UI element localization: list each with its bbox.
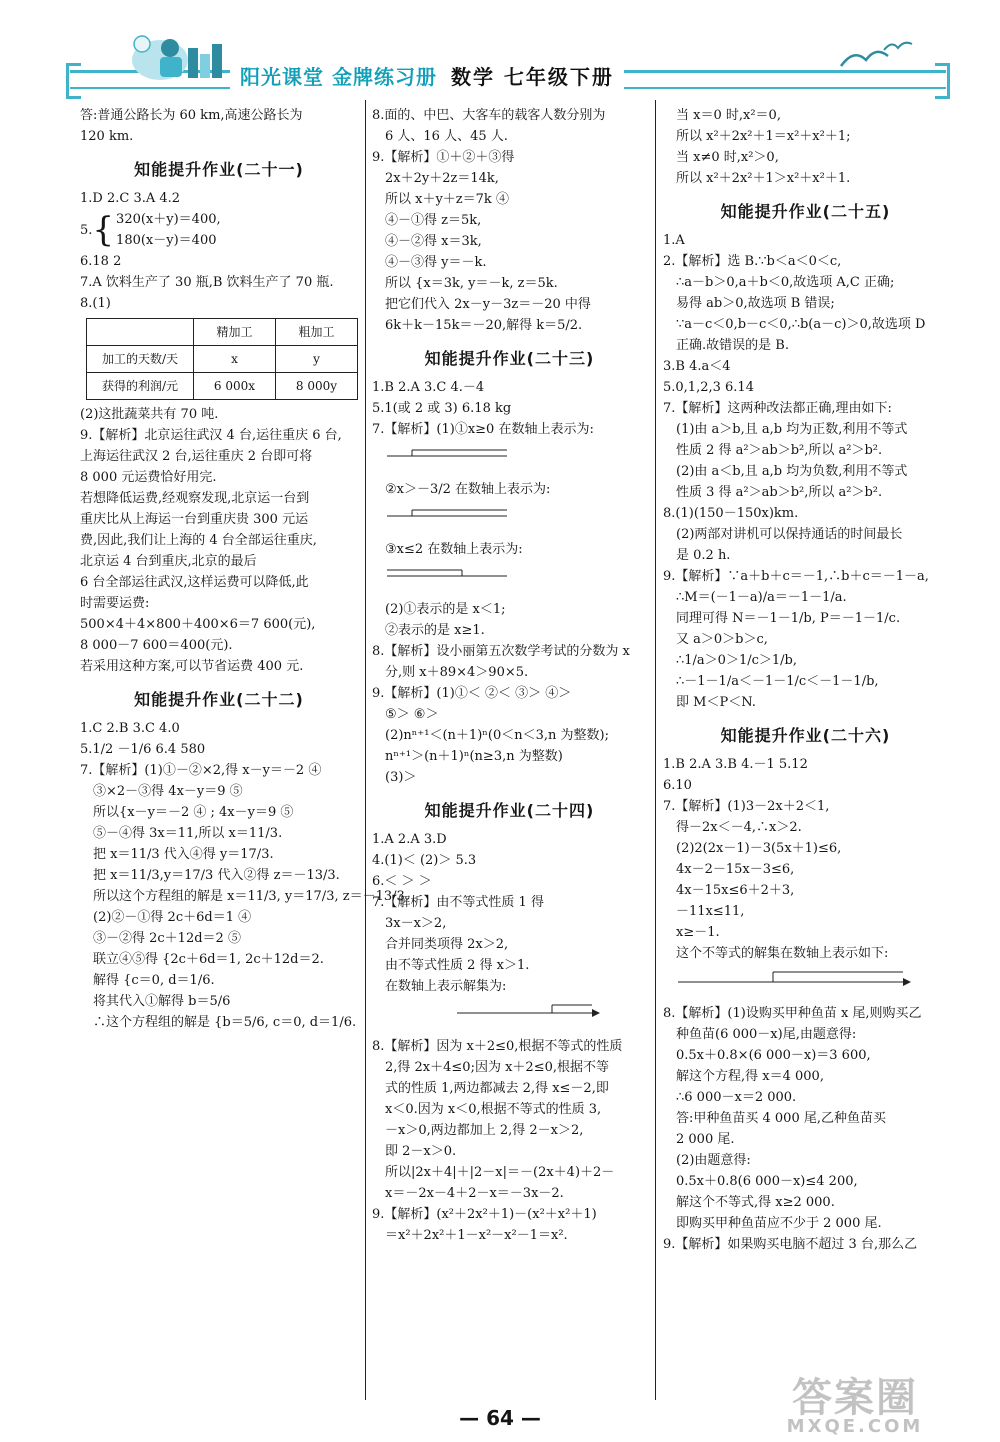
header-banner xyxy=(70,42,946,90)
answer-line: 7.【解析】(1)①x≥0 在数轴上表示为: xyxy=(372,422,594,437)
answer-line: ④－①得 z＝5k, xyxy=(385,213,482,228)
answer-line: 性质 3 得 a²＞ab＞b²,所以 a²＞b². xyxy=(676,485,883,500)
column-3 xyxy=(663,105,948,1255)
answer-line: 3x－x＞2, xyxy=(385,916,447,931)
answer-line: 在数轴上表示解集为: xyxy=(385,979,507,994)
answer-line: 答:普通公路长为 60 km,高速公路长为 xyxy=(80,108,303,123)
answer-line: (3)＞ xyxy=(385,770,417,785)
answer-line: (2)nⁿ⁺¹＜(n＋1)ⁿ(0＜n＜3,n 为整数); xyxy=(385,728,609,743)
answer-line: 即购买甲种鱼苗应不少于 2 000 尾. xyxy=(676,1216,882,1231)
section-title-22: 知能提升作业(二十二) xyxy=(134,690,304,709)
section-title-25: 知能提升作业(二十五) xyxy=(720,202,891,221)
answer-line: ④－③得 y＝－k. xyxy=(385,255,487,270)
answer-line: 5.1/2 －1/6 6.4 580 xyxy=(80,742,206,757)
answer-line: 时需要运费: xyxy=(80,596,150,611)
table-cell: 加工的天数/天 xyxy=(87,346,194,373)
answer-line: 6k＋k－15k＝－20,解得 k＝5/2. xyxy=(385,318,583,333)
answer-line: 得－2x＜－4,∴x＞2. xyxy=(676,820,802,835)
answer-line: ∴M＝(－1－a)/a＝－1－1/a. xyxy=(676,590,847,605)
answer-line: 9.【解析】①＋②＋③得 xyxy=(372,150,515,165)
column-divider-2 xyxy=(655,100,656,1400)
answer-line: 1.C 2.B 3.C 4.0 xyxy=(80,721,180,736)
brand-title: 阳光课堂 金牌练习册 xyxy=(240,64,437,89)
answer-line: 北京运 4 台到重庆,北京的最后 xyxy=(80,554,257,569)
answer-line: 6 人、16 人、45 人. xyxy=(385,129,508,144)
section-title-21: 知能提升作业(二十一) xyxy=(134,160,304,179)
answer-line: 将其代入①解得 b＝5/6 xyxy=(93,994,231,1009)
number-line-figure xyxy=(382,562,512,588)
answer-line: ∴1/a＞0＞1/c＞1/b, xyxy=(676,653,797,668)
answer-line: 7.【解析】(1)①－②×2,得 x－y＝－2 ④ xyxy=(80,763,322,778)
answer-line: 所以 {x＝3k, y＝－k, z＝5k. xyxy=(385,276,558,291)
answer-line: ∵a－c＜0,b－c＜0,∴b(a－c)＞0,故选项 D xyxy=(676,317,926,332)
answer-line: 4x－15x≤6＋2＋3, xyxy=(676,883,795,898)
frame-corner-right xyxy=(935,63,950,99)
column-1 xyxy=(80,105,409,1033)
equation: 320(x＋y)＝400, xyxy=(116,212,221,227)
answer-line: 同理可得 N＝－1－1/b, P＝－1－1/c. xyxy=(676,611,901,626)
answer-line: ＝x²＋2x²＋1－x²－x²－1＝x². xyxy=(385,1228,568,1243)
answer-line: 是 0.2 h. xyxy=(676,548,731,563)
answer-line: 重庆比从上海运一台到重庆贵 300 元运 xyxy=(80,512,309,527)
answer-line: ∴这个方程组的解是 {b＝5/6, c＝0, d＝1/6. xyxy=(93,1015,357,1030)
answer-line: 8.(1)(150－150x)km. xyxy=(663,506,799,521)
answer-line: 所以这个方程组的解是 x＝11/3, y＝17/3, z＝－13/3. xyxy=(93,889,409,904)
answer-line: 1.A xyxy=(663,233,685,248)
answer-line: 0.5x＋0.8×(6 000－x)＝3 600, xyxy=(676,1048,871,1063)
answer-line: 即 M＜P＜N. xyxy=(676,695,756,710)
answer-line: 联立④⑤得 {2c＋6d＝1, 2c＋12d＝2. xyxy=(93,952,324,967)
table-cell: 获得的利润/元 xyxy=(87,373,194,400)
equation: 180(x－y)＝400 xyxy=(116,233,217,248)
watermark-url: MXQE.COM xyxy=(786,1416,924,1437)
answer-line: 7.【解析】这两种改法都正确,理由如下: xyxy=(663,401,892,416)
answer-line: (2)2(2x－1)－3(5x＋1)≤6, xyxy=(676,841,842,856)
table-cell: 精加工 xyxy=(193,319,275,346)
answer-line: ⑤－④得 3x＝11,所以 x＝11/3. xyxy=(93,826,283,841)
answer-line: (2)两部对讲机可以保持通话的时间最长 xyxy=(676,527,903,542)
answer-line: 所以 x＋y＋z＝7k ④ xyxy=(385,192,509,207)
answer-line: ③x≤2 在数轴上表示为: xyxy=(385,542,523,557)
answer-line: 8.(1) xyxy=(80,296,111,311)
answer-line: 1.B 2.A 3.B 4.－1 5.12 xyxy=(663,757,808,772)
answer-line: ∴6 000－x＝2 000. xyxy=(676,1090,797,1105)
processing-table xyxy=(86,318,358,400)
answer-line: 又 a＞0＞b＞c, xyxy=(676,632,768,647)
table-cell: 6 000x xyxy=(193,373,275,400)
answer-line: 4x－2－15x－3≤6, xyxy=(676,862,795,877)
answer-line: 性质 2 得 a²＞ab＞b²,所以 a²＞b². xyxy=(676,443,883,458)
answer-line: 1.A 2.A 3.D xyxy=(372,832,447,847)
section-title-24: 知能提升作业(二十四) xyxy=(424,801,595,820)
birds-icon xyxy=(836,38,916,74)
answer-line: 易得 ab＞0,故选项 B 错误; xyxy=(676,296,835,311)
answer-line: x＝－2x－4＋2－x＝－3x－2. xyxy=(385,1186,564,1201)
answer-line: x≥－1. xyxy=(676,925,720,940)
number-line-figure xyxy=(452,999,602,1025)
answer-line: ③×2－③得 4x－y＝9 ⑤ xyxy=(93,784,243,799)
answer-line: 种鱼苗(6 000－x)尾,由题意得: xyxy=(676,1027,857,1042)
answer-line: 所以{x－y＝－2 ④ ; 4x－y＝9 ⑤ xyxy=(93,805,294,820)
answer-line: －x＞0,两边都加上 2,得 2－x＞2, xyxy=(385,1123,584,1138)
banner-title xyxy=(230,60,624,90)
answer-line: 费,因此,我们让上海的 4 台全部运往重庆, xyxy=(80,533,317,548)
answer-line: ②表示的是 x≥1. xyxy=(385,623,485,638)
answer-line: 由不等式性质 2 得 x＞1. xyxy=(385,958,530,973)
answer-line: 合并同类项得 2x＞2, xyxy=(385,937,509,952)
table-cell: 8 000y xyxy=(275,373,357,400)
answer-line: 上海运往武汉 2 台,运往重庆 2 台即可将 xyxy=(80,449,313,464)
answer-line: x＜0.因为 x＜0,根据不等式的性质 3, xyxy=(385,1102,602,1117)
answer-line: 2 000 尾. xyxy=(676,1132,735,1147)
answer-line: 6.10 xyxy=(663,778,692,793)
answer-line: (2)由题意得: xyxy=(676,1153,751,1168)
answer-line: 120 km. xyxy=(80,129,134,144)
answer-line: 所以 x²＋2x²＋1＞x²＋x²＋1. xyxy=(676,171,851,186)
question-number: 5. xyxy=(80,222,93,238)
answer-line: ∴a－b＞0,a＋b＜0,故选项 A,C 正确; xyxy=(676,275,895,290)
answer-line: 9.【解析】∵a＋b＋c＝－1,∴b＋c＝－1－a, xyxy=(663,569,929,584)
answer-line: 8 000 元运费恰好用完. xyxy=(80,470,217,485)
watermark-logo xyxy=(750,1375,960,1437)
answer-line: 所以 x²＋2x²＋1＝x²＋x²＋1; xyxy=(676,129,851,144)
equation-system xyxy=(80,209,358,251)
answer-line: －11x≤11, xyxy=(676,904,745,919)
answer-line: 9.【解析】(x²＋2x²＋1)－(x²＋x²＋1) xyxy=(372,1207,597,1222)
number-line-figure xyxy=(673,966,913,992)
answer-line: 500×4＋4×800＋400×6＝7 600(元), xyxy=(80,617,316,632)
column-2 xyxy=(372,105,647,1246)
table-cell: y xyxy=(275,346,357,373)
answer-line: ③－②得 2c＋12d＝2 ⑤ xyxy=(93,931,241,946)
frame-corner-left xyxy=(66,63,81,99)
answer-line: 分,则 x＋89×4＞90×5. xyxy=(385,665,529,680)
answer-line: 把 x＝11/3 代入④得 y＝17/3. xyxy=(93,847,274,862)
boy-reading-logo-icon xyxy=(120,30,230,86)
brace-icon: { xyxy=(92,210,115,250)
answer-line: (1)由 a＞b,且 a,b 均为正数,利用不等式 xyxy=(676,422,908,437)
answer-line: 9.【解析】如果购买电脑不超过 3 台,那么乙 xyxy=(663,1237,918,1252)
section-title-26: 知能提升作业(二十六) xyxy=(720,726,891,745)
answer-line: 答:甲种鱼苗买 4 000 尾,乙种鱼苗买 xyxy=(676,1111,886,1126)
page-number: — 64 — xyxy=(459,1406,541,1430)
section-title-23: 知能提升作业(二十三) xyxy=(424,349,595,368)
answer-line: 0.5x＋0.8(6 000－x)≤4 200, xyxy=(676,1174,858,1189)
table-cell: x xyxy=(193,346,275,373)
table-row xyxy=(87,373,358,400)
answer-line: 6 台全部运往武汉,这样运费可以降低,此 xyxy=(80,575,309,590)
answer-line: 7.【解析】由不等式性质 1 得 xyxy=(372,895,544,910)
answer-line: 6.18 2 xyxy=(80,254,122,269)
answer-line: 解这个不等式,得 x≥2 000. xyxy=(676,1195,835,1210)
answer-line: 2.【解析】选 B.∵b＜a＜0＜c, xyxy=(663,254,842,269)
answer-line: ⑤＞ ⑥＞ xyxy=(385,707,439,722)
answer-line: 解这个方程,得 x＝4 000, xyxy=(676,1069,824,1084)
answer-line: (2)①表示的是 x＜1; xyxy=(385,602,506,617)
table-row xyxy=(87,319,358,346)
answer-line: 9.【解析】北京运往武汉 4 台,运往重庆 6 台, xyxy=(80,428,342,443)
answer-line: nⁿ⁺¹＞(n＋1)ⁿ(n≥3,n 为整数) xyxy=(385,749,563,764)
answer-line: 7.【解析】(1)3－2x＋2＜1, xyxy=(663,799,830,814)
answer-line: 把 x＝11/3,y＝17/3 代入②得 z＝－13/3. xyxy=(93,868,340,883)
answer-line: 把它们代入 2x－y－3z＝－20 中得 xyxy=(385,297,591,312)
answer-line: ②x＞－3/2 在数轴上表示为: xyxy=(385,482,551,497)
answer-line: 8.【解析】因为 x＋2≤0,根据不等式的性质 xyxy=(372,1039,623,1054)
answer-line: 4.(1)＜ (2)＞ 5.3 xyxy=(372,853,477,868)
answer-line: 5.0,1,2,3 6.14 xyxy=(663,380,754,395)
answer-line: 若想降低运费,经观察发现,北京运一台到 xyxy=(80,491,310,506)
table-cell: 粗加工 xyxy=(275,319,357,346)
column-divider-1 xyxy=(365,100,366,1400)
answer-line: 8.【解析】(1)设购买甲种鱼苗 x 尾,则购买乙 xyxy=(663,1006,922,1021)
answer-line: 1.D 2.C 3.A 4.2 xyxy=(80,191,181,206)
answer-line: 3.B 4.a＜4 xyxy=(663,359,731,374)
answer-line: 8.面的、中巴、大客车的载客人数分别为 xyxy=(372,108,606,123)
answer-line: 所以|2x＋4|＋|2－x|＝－(2x＋4)＋2－ xyxy=(385,1165,615,1180)
answer-line: 5.1(或 2 或 3) 6.18 kg xyxy=(372,401,512,416)
answer-line: (2)由 a＜b,且 a,b 均为负数,利用不等式 xyxy=(676,464,908,479)
answer-line: 2x＋2y＋2z＝14k, xyxy=(385,171,499,186)
answer-line: 9.【解析】(1)①＜ ②＜ ③＞ ④＞ xyxy=(372,686,572,701)
number-line-figure xyxy=(382,502,512,528)
answer-line: 当 x≠0 时,x²＞0, xyxy=(676,150,779,165)
answer-line: (2)②－①得 2c＋6d＝1 ④ xyxy=(93,910,252,925)
answer-line: 7.A 饮料生产了 30 瓶,B 饮料生产了 70 瓶. xyxy=(80,275,334,290)
subject-title: 数学 七年级下册 xyxy=(450,64,614,89)
answer-line: 式的性质 1,两边都减去 2,得 x≤－2,即 xyxy=(385,1081,609,1096)
answer-line: 正确.故错误的是 B. xyxy=(676,338,789,353)
answer-line: 解得 {c＝0, d＝1/6. xyxy=(93,973,215,988)
number-line-figure xyxy=(382,442,512,468)
answer-line: 8 000－7 600＝400(元). xyxy=(80,638,233,653)
answer-line: 6.＜ ＞ ＞ xyxy=(372,874,432,889)
answer-line: 当 x＝0 时,x²＝0, xyxy=(676,108,781,123)
answer-line: 这个不等式的解集在数轴上表示如下: xyxy=(676,946,889,961)
answer-line: ④－②得 x＝3k, xyxy=(385,234,482,249)
answer-line: 1.B 2.A 3.C 4.－4 xyxy=(372,380,485,395)
table-row xyxy=(87,346,358,373)
watermark-text: 答案圈 xyxy=(792,1375,918,1421)
answer-line: (2)这批蔬菜共有 70 吨. xyxy=(80,407,219,422)
answer-line: ∴－1－1/a＜－1－1/c＜－1－1/b, xyxy=(676,674,879,689)
table-cell xyxy=(87,319,194,346)
answer-line: 2,得 2x＋4≤0;因为 x＋2≤0,根据不等 xyxy=(385,1060,609,1075)
answer-line: 即 2－x＞0. xyxy=(385,1144,457,1159)
answer-line: 8.【解析】设小丽第五次数学考试的分数为 x xyxy=(372,644,630,659)
answer-line: 若采用这种方案,可以节省运费 400 元. xyxy=(80,659,304,674)
